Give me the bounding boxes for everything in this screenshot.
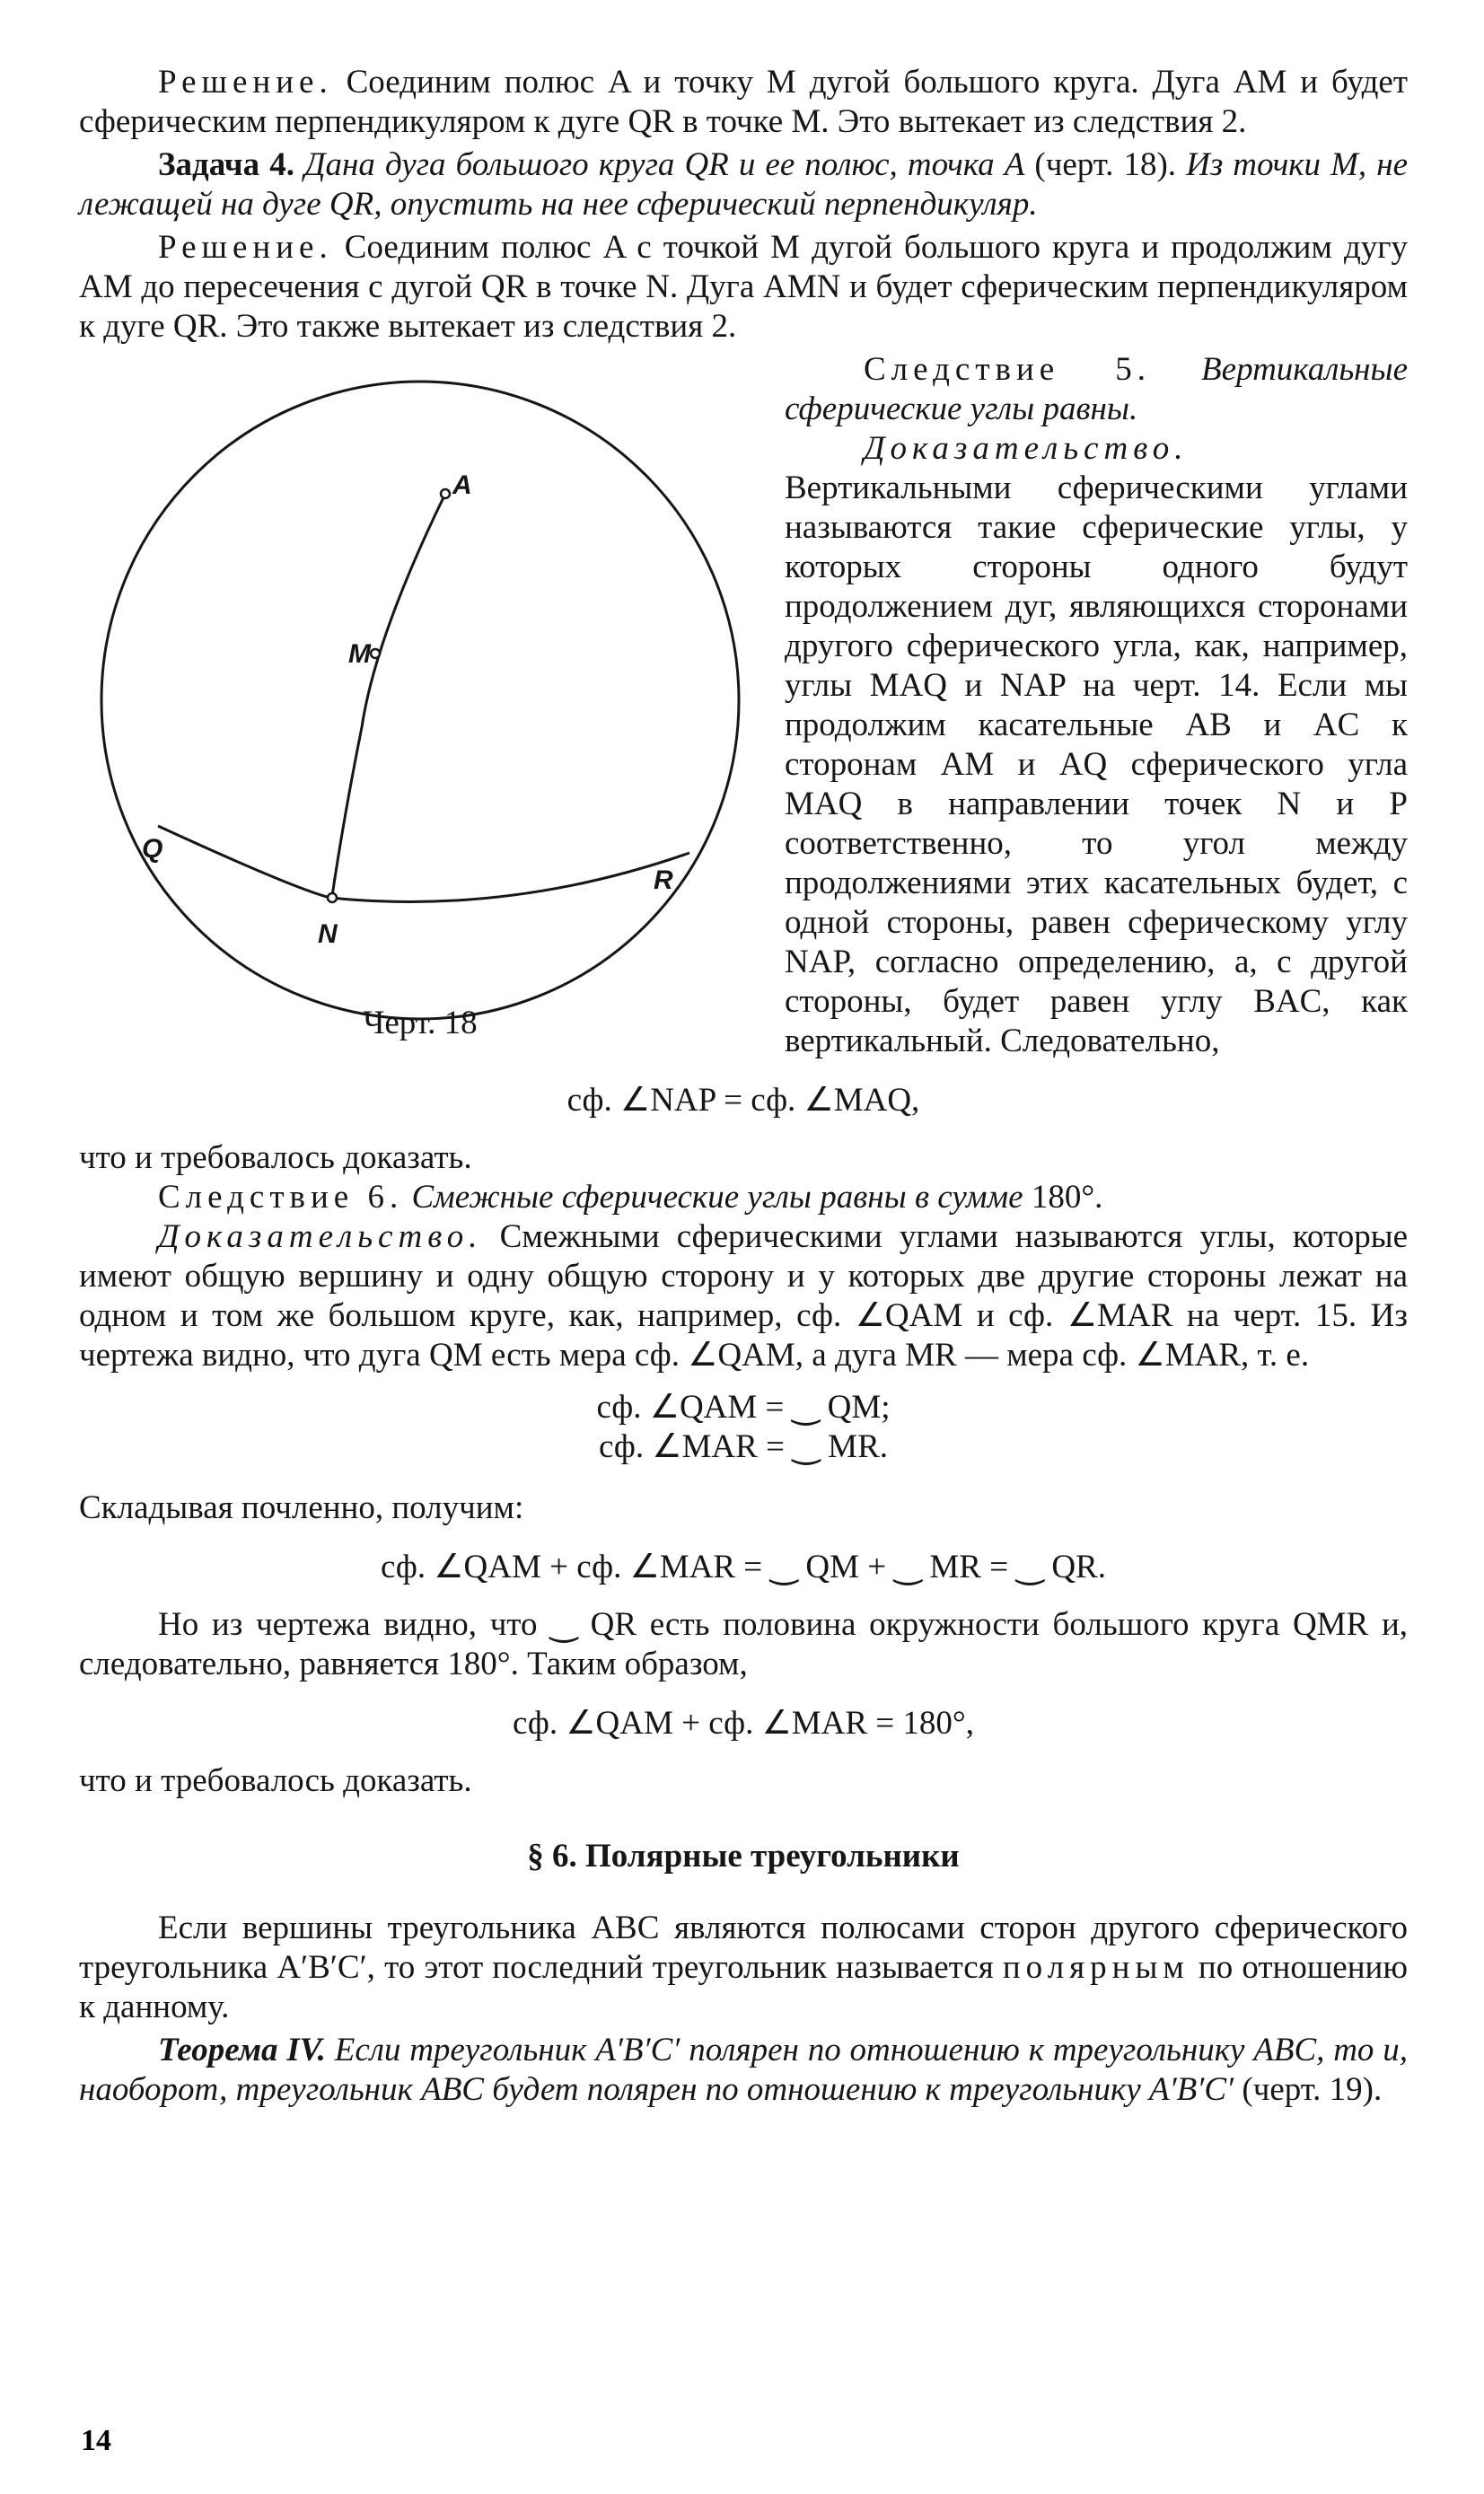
paragraph-proof-6 [79, 1217, 1408, 1375]
corollary-tail: 180°. [1023, 1179, 1103, 1216]
solution-text: Соединим полюс A и точку M дугой большого круга. Дуга AM и будет сферическим перпендикуляром к дуге QR в точке M. Это вытекает из следствия 2. [79, 64, 1408, 140]
equation-4: сф. ∠QAM + сф. ∠MAR = 180°, [513, 1705, 974, 1742]
page-number: 14 [81, 2424, 111, 2457]
section-heading: § 6. Полярные треугольники [527, 1838, 960, 1875]
arc-AMN [332, 494, 445, 896]
paragraph-theorem-4 [79, 2031, 1408, 2110]
paragraph-corollary-6 [79, 1178, 1408, 1217]
solution-label: Решение. [158, 64, 333, 101]
equation-2a: сф. ∠QAM = ‿ QM; [596, 1389, 891, 1426]
polar-term: полярным [1002, 1949, 1190, 1986]
point-A-marker [441, 489, 450, 498]
great-circle-outline [101, 382, 739, 1019]
figure-caption: Черт. 18 [363, 1005, 478, 1041]
equation-1: сф. ∠NAP = сф. ∠MAQ, [566, 1082, 920, 1119]
figure-wrap-block [79, 350, 1408, 1061]
qed-2: что и требовалось доказать. [79, 1762, 472, 1799]
point-M-marker [371, 649, 380, 658]
task-figure-ref: (черт. 18). [1024, 146, 1187, 183]
solution-text: Соединим полюс A с точкой M дугой большого круга и продолжим дугу AM до пересечения с дугой QR в точке N. Дуга AMN и будет сферическим перпендикуляром к дуге QR. Это также вытекает из следствия 2. [79, 229, 1408, 345]
label-Q: Q [142, 834, 163, 864]
label-A: A [452, 470, 472, 500]
qed-1: что и требовалось доказать. [79, 1139, 472, 1176]
theorem-figure-ref: (черт. 19). [1234, 2071, 1383, 2108]
task-label: Задача 4. [158, 146, 294, 183]
corollary-label: Следствие 5. [864, 351, 1151, 388]
paragraph-polar-definition [79, 1909, 1408, 2027]
corollary-statement: Смежные сферические углы равны в сумме [403, 1179, 1023, 1216]
figure-18 [79, 350, 761, 1050]
equation-2b: сф. ∠MAR = ‿ MR. [599, 1428, 888, 1465]
polar-text-2: по отношению к данному. [79, 1949, 1408, 2025]
corollary-label: Следствие 6. [158, 1179, 404, 1216]
polar-text-1: Если вершины треугольника ABC являются полюсами сторон другого сферического треугольника A′B′C′, то этот последний треугольник называется [79, 1910, 1408, 1986]
equation-group-2 [79, 1388, 1408, 1467]
proof-label: Доказательство. [864, 430, 1189, 467]
proof-label: Доказательство. [158, 1218, 483, 1255]
theorem-label: Теорема IV. [158, 2032, 326, 2068]
arc-QR [158, 826, 689, 901]
solution-label: Решение. [158, 229, 333, 266]
task-statement: Дана дуга большого круга QR и ее полюс, точка A [294, 146, 1025, 183]
equation-3: сф. ∠QAM + сф. ∠MAR = ‿ QM + ‿ MR = ‿ QR. [381, 1549, 1106, 1585]
label-M: M [348, 639, 371, 669]
sum-intro: Складывая почленно, получим: [79, 1489, 524, 1526]
proof-text: Вертикальными сферическими углами называются такие сферические углы, у которых стороны одного будут продолжением дуг, являющихся сторонами другого сферического угла, как, например, углы MAQ и NAP на черт. 14. Если мы продолжим касательные AB и AC к сторонам AM и AQ сферического угла MAQ в направлении точек N и P соответственно, то угол между продолжениями этих касательных будет, с одной стороны, равен сферическому углу NAP, согласно определению, а, с другой стороны, будет равен углу BAC, как вертикальный. Следовательно, [785, 470, 1408, 1059]
paragraph-half-circle: Но из чертежа видно, что ‿ QR есть половина окружности большого круга QMR и, следовательно, равняется 180°. Таким образом, [79, 1606, 1408, 1682]
page-body [79, 63, 1408, 2110]
corollary-statement: Вертикальные сферические углы равны. [785, 351, 1409, 427]
proof-text: Смежными сферическими углами называются углы, которые имеют общую вершину и одну общую сторону и у которых две другие стороны лежат на одном и том же большом круге, как, например, сф. ∠QAM и сф. ∠MAR на черт. 15. Из чертежа видно, что дуга QM есть мера сф. ∠QAM, а дуга MR — мера сф. ∠MAR, т. е. [79, 1218, 1408, 1374]
label-R: R [654, 865, 673, 895]
task-statement-2: Из точки M, не лежащей на дуге QR, опустить на нее сферический перпендикуляр. [79, 146, 1409, 223]
paragraph-solution-2 [79, 228, 1408, 347]
figure-18-drawing [79, 350, 761, 1050]
point-N-marker [328, 893, 337, 902]
label-N: N [318, 919, 338, 949]
theorem-statement: Если треугольник A′B′C′ полярен по отношению к треугольнику ABC, то и, наоборот, треугольник ABC будет полярен по отношению к треугольнику A′B′C′ [79, 2032, 1408, 2108]
paragraph-task-4 [79, 145, 1408, 224]
paragraph-solution-1 [79, 63, 1408, 142]
